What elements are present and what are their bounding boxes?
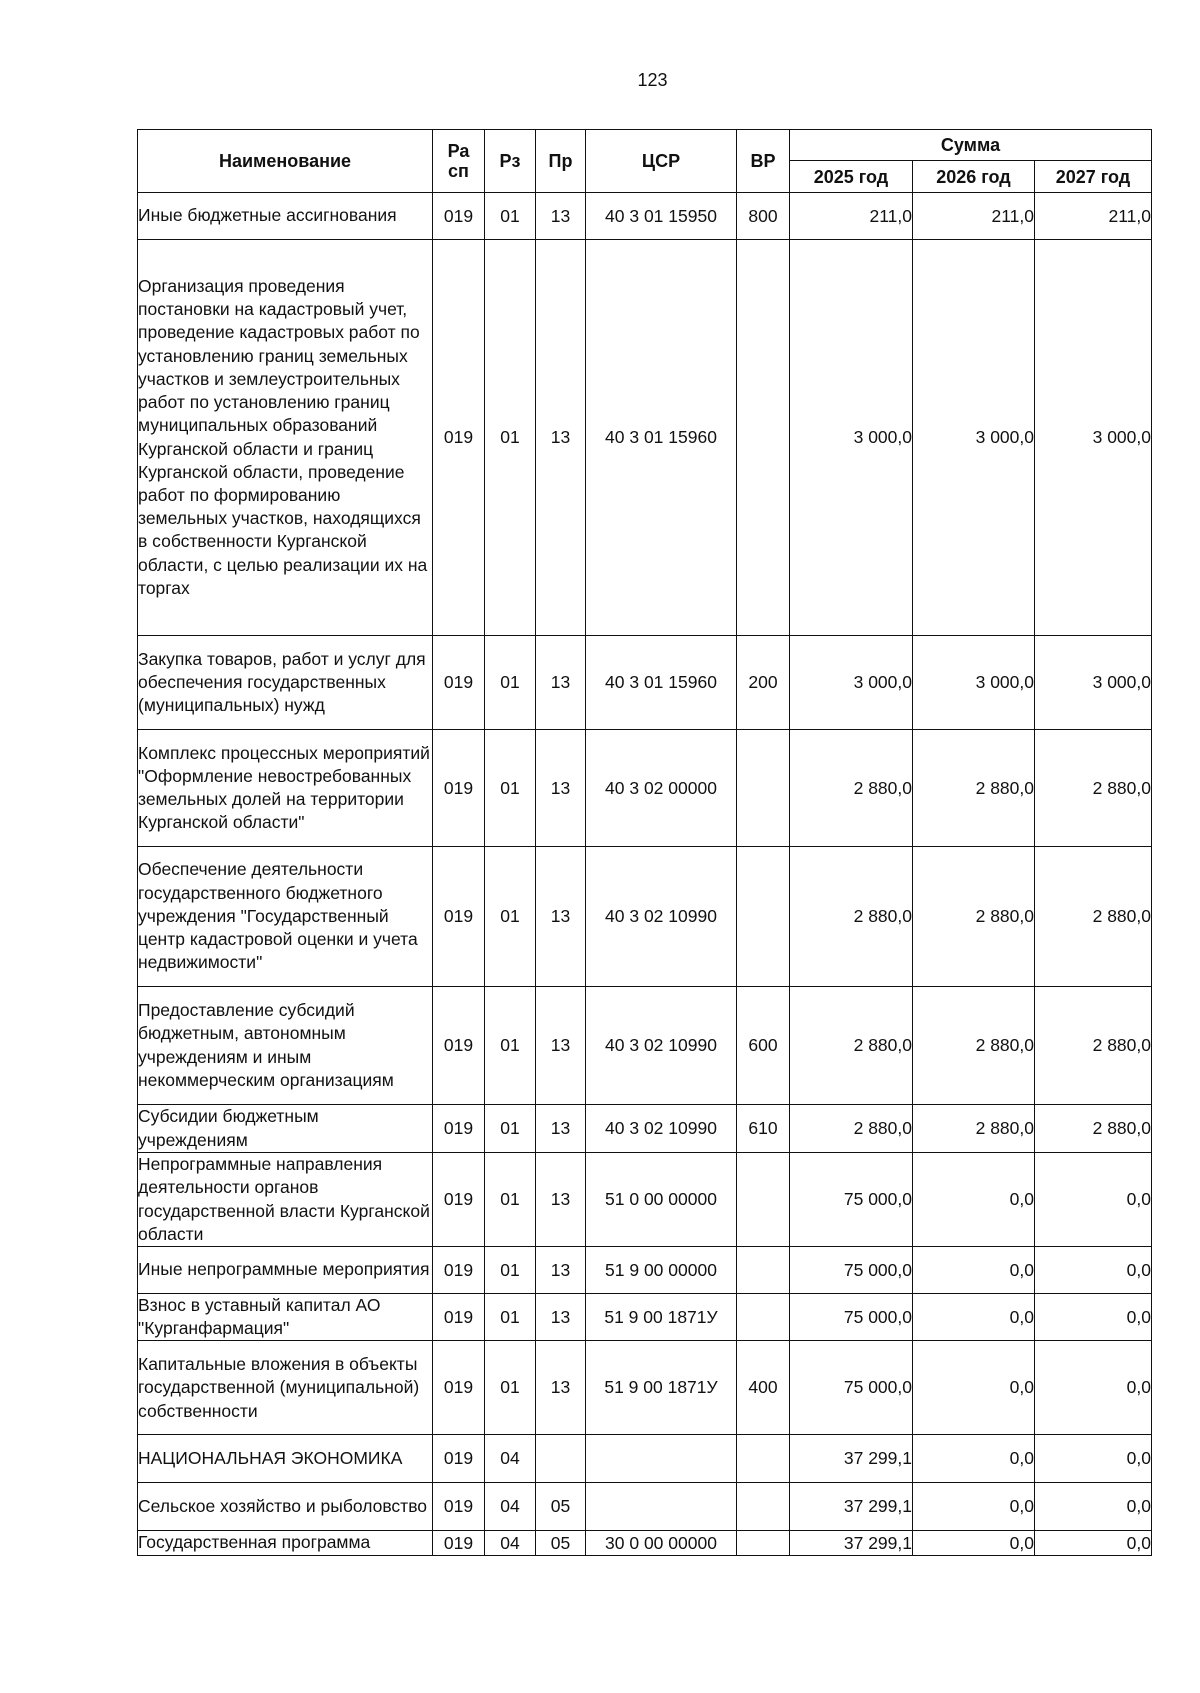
- table-header: [138, 130, 1152, 193]
- row-csr: 51 9 00 1871У: [586, 1294, 737, 1341]
- row-pr: 13: [536, 1294, 586, 1341]
- row-rz: 01: [485, 730, 536, 847]
- row-name: Государственная программа: [138, 1531, 433, 1555]
- row-rasp: 019: [433, 847, 485, 987]
- header-rasp-line2: сп: [448, 161, 469, 181]
- row-rz: 01: [485, 1294, 536, 1341]
- row-sum-2025: 2 880,0: [790, 847, 913, 987]
- row-sum-2027: 0,0: [1035, 1435, 1152, 1483]
- row-sum-2027: 0,0: [1035, 1531, 1152, 1555]
- row-csr: [586, 1483, 737, 1531]
- header-csr: ЦСР: [586, 130, 737, 193]
- row-sum-2026: 0,0: [913, 1341, 1035, 1435]
- row-name: Сельское хозяйство и рыболовство: [138, 1483, 433, 1531]
- row-sum-2027: 0,0: [1035, 1247, 1152, 1294]
- table-row: [138, 1105, 1152, 1153]
- row-csr: 51 0 00 00000: [586, 1153, 737, 1247]
- row-rz: 01: [485, 1341, 536, 1435]
- row-sum-2025: 75 000,0: [790, 1153, 913, 1247]
- row-sum-2027: 0,0: [1035, 1153, 1152, 1247]
- row-sum-2026: 0,0: [913, 1435, 1035, 1483]
- row-rz: 04: [485, 1435, 536, 1483]
- row-vr: 600: [737, 987, 790, 1105]
- row-name: Непрограммные направления деятельности органов государственной власти Курганской области: [138, 1153, 433, 1247]
- row-sum-2026: 2 880,0: [913, 1105, 1035, 1153]
- row-sum-2027: 3 000,0: [1035, 636, 1152, 730]
- row-rasp: 019: [433, 730, 485, 847]
- table-row: [138, 1153, 1152, 1247]
- row-rasp: 019: [433, 1294, 485, 1341]
- row-rasp: 019: [433, 240, 485, 636]
- row-rasp: 019: [433, 1247, 485, 1294]
- row-csr: 51 9 00 00000: [586, 1247, 737, 1294]
- header-rasp-line1: Ра: [447, 141, 470, 161]
- row-sum-2026: 3 000,0: [913, 636, 1035, 730]
- row-sum-2026: 2 880,0: [913, 730, 1035, 847]
- row-sum-2025: 211,0: [790, 193, 913, 240]
- row-rasp: 019: [433, 636, 485, 730]
- row-vr: [737, 730, 790, 847]
- row-name: Иные бюджетные ассигнования: [138, 193, 433, 240]
- header-summa: Сумма: [790, 130, 1152, 161]
- header-year-2026: 2026 год: [913, 161, 1035, 193]
- row-pr: 13: [536, 240, 586, 636]
- row-sum-2026: 2 880,0: [913, 847, 1035, 987]
- row-rasp: 019: [433, 987, 485, 1105]
- table-row: [138, 847, 1152, 987]
- row-sum-2027: 3 000,0: [1035, 240, 1152, 636]
- table-row: [138, 1247, 1152, 1294]
- row-sum-2027: 2 880,0: [1035, 847, 1152, 987]
- row-pr: 13: [536, 847, 586, 987]
- row-rz: 01: [485, 636, 536, 730]
- row-name: Капитальные вложения в объекты государственной (муниципальной) собственности: [138, 1341, 433, 1435]
- row-rasp: 019: [433, 1341, 485, 1435]
- row-rasp: 019: [433, 1105, 485, 1153]
- row-vr: [737, 1483, 790, 1531]
- table-row: [138, 987, 1152, 1105]
- row-sum-2027: 211,0: [1035, 193, 1152, 240]
- row-sum-2026: 0,0: [913, 1247, 1035, 1294]
- row-name: Закупка товаров, работ и услуг для обеспечения государственных (муниципальных) нужд: [138, 636, 433, 730]
- header-vr: ВР: [737, 130, 790, 193]
- row-csr: 40 3 01 15960: [586, 240, 737, 636]
- row-pr: 13: [536, 193, 586, 240]
- row-pr: 05: [536, 1483, 586, 1531]
- table-row: [138, 636, 1152, 730]
- header-pr: Пр: [536, 130, 586, 193]
- row-rasp: 019: [433, 1483, 485, 1531]
- row-sum-2025: 75 000,0: [790, 1247, 913, 1294]
- row-sum-2026: 0,0: [913, 1153, 1035, 1247]
- row-sum-2027: 2 880,0: [1035, 987, 1152, 1105]
- row-vr: [737, 1153, 790, 1247]
- table-row: [138, 1531, 1152, 1555]
- row-name: НАЦИОНАЛЬНАЯ ЭКОНОМИКА: [138, 1435, 433, 1483]
- row-name: Обеспечение деятельности государственного бюджетного учреждения "Государственный центр кадастровой оценки и учета недвижимости": [138, 847, 433, 987]
- row-sum-2027: 0,0: [1035, 1483, 1152, 1531]
- row-rz: 01: [485, 1105, 536, 1153]
- row-sum-2027: 0,0: [1035, 1341, 1152, 1435]
- table-row: [138, 240, 1152, 636]
- row-vr: 800: [737, 193, 790, 240]
- row-vr: 200: [737, 636, 790, 730]
- row-csr: 51 9 00 1871У: [586, 1341, 737, 1435]
- header-year-2025: 2025 год: [790, 161, 913, 193]
- row-vr: [737, 1531, 790, 1555]
- row-rasp: 019: [433, 193, 485, 240]
- budget-table: [137, 129, 1152, 1556]
- table-row: [138, 193, 1152, 240]
- row-csr: 40 3 01 15960: [586, 636, 737, 730]
- row-rz: 01: [485, 987, 536, 1105]
- row-name: Иные непрограммные мероприятия: [138, 1247, 433, 1294]
- table-row: [138, 1341, 1152, 1435]
- row-rz: 01: [485, 1247, 536, 1294]
- row-sum-2026: 0,0: [913, 1294, 1035, 1341]
- row-sum-2025: 75 000,0: [790, 1294, 913, 1341]
- row-name: Субсидии бюджетным учреждениям: [138, 1105, 433, 1153]
- row-rz: 01: [485, 193, 536, 240]
- table-row: [138, 1483, 1152, 1531]
- row-vr: [737, 1294, 790, 1341]
- row-vr: [737, 1247, 790, 1294]
- row-sum-2025: 75 000,0: [790, 1341, 913, 1435]
- row-name: Организация проведения постановки на кадастровый учет, проведение кадастровых работ по установлению границ земельных участков и землеустроительных работ по установлению границ муниципальных образований Курганской области и границ Курганской области, проведение работ по формированию земельных участков, находящихся в собственности Курганской области, с целью реализации их на торгах: [138, 240, 433, 636]
- row-vr: 610: [737, 1105, 790, 1153]
- row-rz: 01: [485, 847, 536, 987]
- row-sum-2025: 37 299,1: [790, 1435, 913, 1483]
- table-body: [138, 193, 1152, 1556]
- row-vr: [737, 847, 790, 987]
- row-name: Взнос в уставный капитал АО "Курганфармация": [138, 1294, 433, 1341]
- row-pr: 13: [536, 987, 586, 1105]
- row-sum-2026: 211,0: [913, 193, 1035, 240]
- row-csr: [586, 1435, 737, 1483]
- row-pr: 13: [536, 1105, 586, 1153]
- row-sum-2027: 0,0: [1035, 1294, 1152, 1341]
- page-number: 123: [637, 70, 668, 90]
- row-rasp: 019: [433, 1153, 485, 1247]
- row-sum-2026: 2 880,0: [913, 987, 1035, 1105]
- row-sum-2027: 2 880,0: [1035, 730, 1152, 847]
- table-row: [138, 1435, 1152, 1483]
- row-sum-2025: 3 000,0: [790, 636, 913, 730]
- row-sum-2026: 0,0: [913, 1531, 1035, 1555]
- row-sum-2026: 3 000,0: [913, 240, 1035, 636]
- row-sum-2025: 2 880,0: [790, 1105, 913, 1153]
- row-csr: 40 3 02 10990: [586, 1105, 737, 1153]
- row-sum-2025: 37 299,1: [790, 1531, 913, 1555]
- row-sum-2025: 2 880,0: [790, 730, 913, 847]
- header-name: Наименование: [138, 130, 433, 193]
- table-row: [138, 730, 1152, 847]
- row-vr: [737, 1435, 790, 1483]
- row-name: Предоставление субсидий бюджетным, автономным учреждениям и иным некоммерческим организациям: [138, 987, 433, 1105]
- row-pr: 13: [536, 1247, 586, 1294]
- row-vr: 400: [737, 1341, 790, 1435]
- row-pr: [536, 1435, 586, 1483]
- row-pr: 13: [536, 730, 586, 847]
- row-vr: [737, 240, 790, 636]
- row-pr: 13: [536, 636, 586, 730]
- row-rz: 01: [485, 240, 536, 636]
- row-csr: 40 3 02 10990: [586, 847, 737, 987]
- row-rz: 04: [485, 1483, 536, 1531]
- row-pr: 13: [536, 1341, 586, 1435]
- row-rasp: 019: [433, 1435, 485, 1483]
- row-pr: 13: [536, 1153, 586, 1247]
- row-rz: 01: [485, 1153, 536, 1247]
- header-rasp: [433, 130, 485, 193]
- header-year-2027: 2027 год: [1035, 161, 1152, 193]
- row-pr: 05: [536, 1531, 586, 1555]
- row-csr: 40 3 01 15950: [586, 193, 737, 240]
- row-csr: 40 3 02 00000: [586, 730, 737, 847]
- table-row: [138, 1294, 1152, 1341]
- row-csr: 40 3 02 10990: [586, 987, 737, 1105]
- row-sum-2025: 3 000,0: [790, 240, 913, 636]
- row-sum-2025: 37 299,1: [790, 1483, 913, 1531]
- row-sum-2026: 0,0: [913, 1483, 1035, 1531]
- row-rz: 04: [485, 1531, 536, 1555]
- header-rz: Рз: [485, 130, 536, 193]
- row-sum-2025: 2 880,0: [790, 987, 913, 1105]
- row-csr: 30 0 00 00000: [586, 1531, 737, 1555]
- row-sum-2027: 2 880,0: [1035, 1105, 1152, 1153]
- row-name: Комплекс процессных мероприятий "Оформление невостребованных земельных долей на территории Курганской области": [138, 730, 433, 847]
- row-rasp: 019: [433, 1531, 485, 1555]
